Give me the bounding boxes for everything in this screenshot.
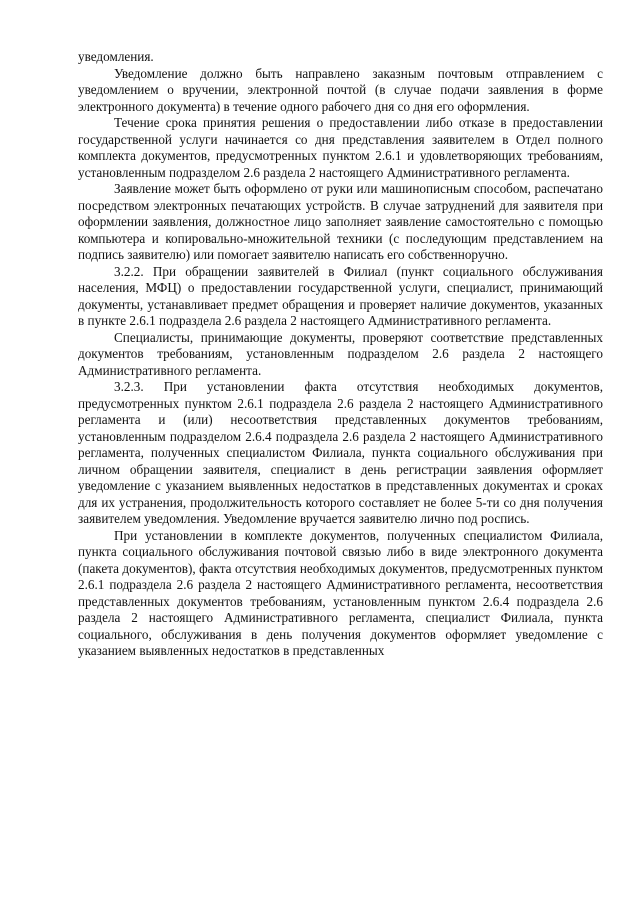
paragraph-postal-electronic: При установлении в комплекте документов, полученных специалистом Филиала, пункта социального обслуживания почтовой связью либо в виде электронного документа (пакета документов), факта отсутствия необходимых документов, предусмотренных пунктом 2.6.1 подраздела 2.6 раздела 2 настоящего Административного регламента, несоответствия представленных документов требованиям, установленным пунктом 2.6.4 подраздела 2.6 раздела 2 настоящего Административного регламента, специалист Филиала, пункта социального, обслуживания в день получения документов оформляет уведомление с указанием выявленных недостатков в представленных — [78, 527, 603, 658]
paragraph-decision-period: Течение срока принятия решения о предоставлении либо отказе в предоставлении государственной услуги начинается со дня представления заявителем в Отдел полного комплекта документов, предусмотренных пунктом 2.6.1 и удовлетворяющих требованиям, установленным подразделом 2.6 раздела 2 настоящего Административного регламента. — [78, 115, 603, 180]
paragraph-3-2-2: 3.2.2. При обращении заявителей в Филиал (пункт социального обслуживания населения, МФЦ) о предоставлении государственной услуги, специалист, принимающий документы, устанавливает предмет обращения и проверяет наличие документов, указанных в пункте 2.6.1 подраздела 2.6 раздела 2 настоящего Административного регламента. — [78, 263, 603, 328]
paragraph-application-form: Заявление может быть оформлено от руки или машинописным способом, распечатано посредством электронных печатающих устройств. В случае затруднений для заявителя при оформлении заявления, должностное лицо заполняет заявление самостоятельно с помощью компьютера и копировально-множительной техники (с последующим представлением на подпись заявителю) или помогает заявителю написать его собственноручно. — [78, 181, 603, 262]
paragraph-3-2-3: 3.2.3. При установлении факта отсутствия необходимых документов, предусмотренных пунктом 2.6.1 подраздела 2.6 раздела 2 настоящего Административного регламента и (или) несоответствия представленных документов требованиям, установленным подразделом 2.6.4 подраздела 2.6 раздела 2 настоящего Административного регламента, полученных специалистом Филиала, пункта социального обслуживания при личном обращении заявителя, специалист в день регистрации заявления оформляет уведомление с указанием выявленных недостатков в представленных документах и сроках для их устранения, продолжительность которого составляет не более 5-ти со дня получения заявителем уведомления. Уведомление вручается заявителю лично под роспись. — [78, 379, 603, 526]
paragraph-continuation: уведомления. — [78, 49, 154, 64]
paragraph-specialists-check: Специалисты, принимающие документы, проверяют соответствие представленных документов требованиям, установленным подразделом 2.6 раздела 2 настоящего Административного регламента. — [78, 329, 603, 378]
paragraph-notification-delivery: Уведомление должно быть направлено заказным почтовым отправлением с уведомлением о вручении, электронной почтой (в случае подачи заявления в форме электронного документа) в течение одного рабочего дня со дня его оформления. — [78, 65, 603, 114]
document-page — [78, 49, 603, 660]
